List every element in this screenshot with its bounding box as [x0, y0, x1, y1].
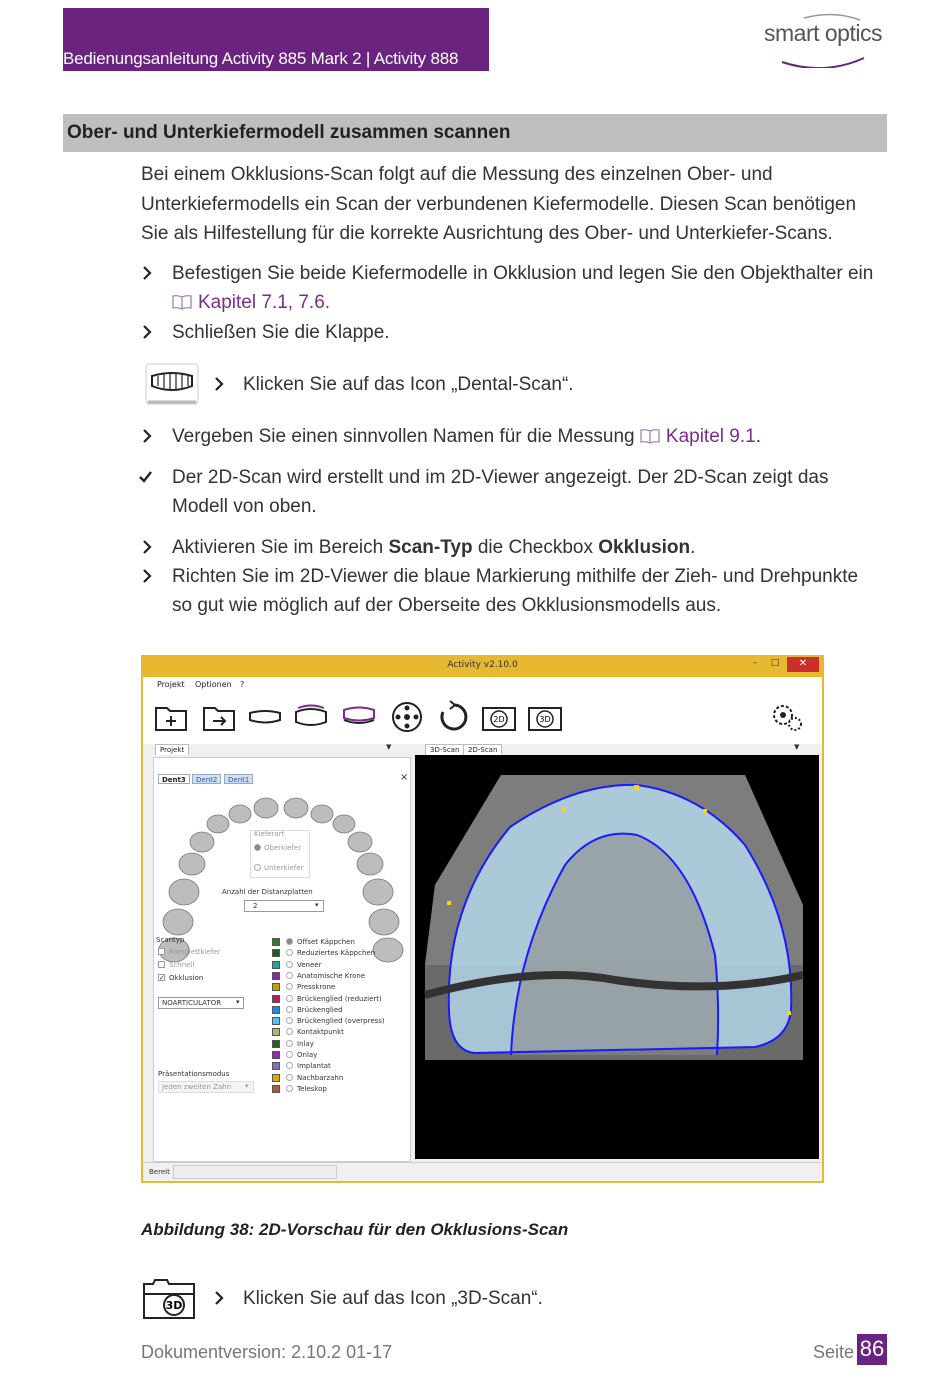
- jaw-scan-icon[interactable]: [247, 700, 283, 734]
- legend-radio[interactable]: [286, 995, 293, 1002]
- legend-radio[interactable]: [286, 938, 293, 945]
- legend-swatch: [272, 983, 280, 991]
- arrow-bullet-icon: [142, 325, 152, 339]
- status-text: Bereit: [149, 1168, 170, 1176]
- step-5-text: [172, 533, 695, 563]
- step-4-reference[interactable]: [640, 426, 756, 447]
- arrow-bullet-icon: [214, 377, 224, 391]
- step-7-text: Klicken Sie auf das Icon „3D-Scan“.: [243, 1288, 543, 1309]
- app-screenshot: [141, 655, 824, 1183]
- legend-radio[interactable]: [286, 1040, 293, 1047]
- checkbox-komplettkiefer[interactable]: [158, 948, 165, 955]
- step-2-text: Schließen Sie die Klappe.: [172, 322, 390, 343]
- figure-caption: Abbildung 38: 2D-Vorschau für den Okklusions-Scan: [141, 1220, 569, 1239]
- radio-oberkiefer[interactable]: [254, 844, 261, 851]
- logo-swoosh-icon: [764, 10, 888, 68]
- 3d-scan-icon: [141, 1276, 197, 1322]
- legend-label: Brückenglied (reduziert): [297, 994, 382, 1003]
- legend-swatch: [272, 1006, 280, 1014]
- legend-swatch: [272, 1062, 280, 1070]
- settings-gear-icon[interactable]: [769, 700, 805, 734]
- 2d-viewer[interactable]: [415, 755, 819, 1159]
- project-panel: [153, 757, 411, 1162]
- arrow-bullet-icon: [214, 1291, 224, 1305]
- arrow-bullet-icon: [142, 266, 152, 280]
- arrow-bullet-icon: [142, 429, 152, 443]
- legend-radio[interactable]: [286, 1017, 293, 1024]
- legend-label: Brückenglied (overpress): [297, 1017, 385, 1026]
- svg-text:3D: 3D: [539, 715, 551, 724]
- legend-radio[interactable]: [286, 949, 293, 956]
- arrow-bullet-icon: [142, 569, 152, 583]
- result-line-2: Modell von oben.: [172, 496, 317, 517]
- section-heading: [63, 114, 887, 152]
- legend-radio[interactable]: [286, 1085, 293, 1092]
- page-label: Seite: [813, 1342, 855, 1362]
- komplettkiefer-label: Komplettkiefer: [169, 948, 221, 956]
- page-number: 86: [859, 1336, 885, 1361]
- articulator-select[interactable]: [158, 997, 244, 1009]
- book-icon: [640, 428, 660, 444]
- document-version: Dokumentversion: 2.10.2 01-17: [141, 1342, 393, 1362]
- restoration-legend: [272, 938, 408, 1138]
- tab-dent3[interactable]: Dent3: [158, 774, 190, 784]
- legend-label: Offset Käppchen: [297, 938, 355, 946]
- dropdown-arrow-icon[interactable]: ▼: [794, 743, 800, 751]
- legend-swatch: [272, 1051, 280, 1059]
- legend-label: Inlay: [297, 1039, 314, 1048]
- window-titlebar: [143, 657, 822, 677]
- step-5-end: .: [690, 537, 696, 558]
- step-5-bold-scantyp: Scan-Typ: [388, 537, 473, 558]
- legend-label: Implantat: [297, 1062, 331, 1071]
- distanz-select[interactable]: [244, 900, 324, 912]
- intro-paragraph: Bei einem Okklusions-Scan folgt auf die Messung des einzelnen Ober- und Unterkiefermodells ein Scan der verbundenen Kiefermodelle. Diesen Scan benötigen Sie als Hilfestellung für die korrekte Ausrichtung des Ober- und Unterkiefer-Scans.: [141, 164, 857, 244]
- dental-scan-icon: [144, 362, 200, 408]
- legend-label: Kontaktpunkt: [297, 1028, 344, 1037]
- svg-text:3D: 3D: [165, 1299, 183, 1312]
- chevron-down-icon: ▾: [245, 1082, 249, 1090]
- legend-radio[interactable]: [286, 983, 293, 990]
- step-5-bold-okklusion: Okklusion: [598, 537, 691, 558]
- kieferart-label: Kieferart: [254, 830, 285, 838]
- step-3-text: Klicken Sie auf das Icon „Dental-Scan“.: [243, 374, 574, 395]
- dental-scan-toolbar-icon[interactable]: [293, 700, 329, 734]
- close-window-icon[interactable]: ✕: [787, 657, 819, 672]
- occlusion-scan-icon[interactable]: [341, 700, 377, 734]
- step-4-text: [172, 422, 761, 452]
- radio-unterkiefer[interactable]: [254, 864, 261, 871]
- legend-label: Onlay: [297, 1051, 318, 1059]
- step-4-reference-label: Kapitel 9.1: [665, 426, 756, 447]
- step-6-line-2: so gut wie möglich auf der Oberseite des Okklusionsmodells aus.: [172, 595, 722, 616]
- legend-label: Presskrone: [297, 983, 336, 992]
- maximize-icon[interactable]: □: [770, 658, 780, 668]
- legend-radio[interactable]: [286, 1006, 293, 1013]
- logo-text: smart optics: [764, 20, 882, 46]
- toolbar: [143, 692, 822, 744]
- checkbox-schnell[interactable]: [158, 961, 165, 968]
- checkbox-okklusion[interactable]: ✓: [159, 974, 165, 982]
- schnell-label: Schnell: [169, 961, 195, 969]
- 2d-scan-icon[interactable]: [481, 700, 517, 734]
- legend-swatch: [272, 961, 280, 969]
- menu-help[interactable]: ?: [240, 680, 245, 689]
- 3d-scan-toolbar-icon[interactable]: [527, 700, 563, 734]
- legend-radio[interactable]: [286, 961, 293, 968]
- step-1-reference-label: Kapitel 7.1, 7.6.: [198, 292, 331, 313]
- legend-swatch: [272, 1085, 280, 1093]
- svg-text:2D: 2D: [493, 715, 505, 724]
- unterkiefer-label: Unterkiefer: [264, 864, 304, 872]
- menu-projekt[interactable]: Projekt: [157, 680, 185, 689]
- legend-swatch: [272, 972, 280, 980]
- chevron-down-icon: ▾: [315, 901, 319, 909]
- header-title: Bedienungsanleitung Activity 885 Mark 2 | Activity 888: [63, 49, 459, 68]
- step-5-pre: Aktivieren Sie im Bereich: [172, 537, 389, 558]
- step-4-body: Vergeben Sie einen sinnvollen Namen für die Messung: [172, 426, 640, 447]
- articulator-value: NOARTICULATOR: [162, 999, 222, 1007]
- status-bar: [143, 1162, 822, 1181]
- legend-label: Brückenglied: [297, 1005, 343, 1014]
- book-icon: [172, 294, 192, 310]
- arrow-bullet-icon: [142, 540, 152, 554]
- dropdown-arrow-icon[interactable]: ▼: [386, 743, 392, 751]
- legend-label: Reduziertes Käppchen: [297, 949, 376, 958]
- step-6-line-1: Richten Sie im 2D-Viewer die blaue Markierung mithilfe der Zieh- und Drehpunkte: [172, 566, 859, 587]
- menu-bar: [143, 677, 822, 692]
- praesentation-value: Jeden zweiten Zahn: [162, 1083, 232, 1091]
- tab-2d-scan[interactable]: 2D-Scan: [463, 744, 502, 755]
- legend-radio[interactable]: [286, 972, 293, 979]
- legend-radio[interactable]: [286, 1062, 293, 1069]
- checkmark-icon: [138, 470, 153, 484]
- progress-bar: [173, 1165, 337, 1179]
- tab-3d-scan[interactable]: 3D-Scan: [425, 744, 464, 755]
- rotate-icon[interactable]: [435, 700, 471, 734]
- praesentation-select[interactable]: [158, 1081, 254, 1093]
- legend-swatch: [272, 995, 280, 1003]
- brand-logo: [764, 10, 888, 68]
- legend-swatch: [272, 938, 280, 946]
- legend-radio[interactable]: [286, 1074, 293, 1081]
- legend-swatch: [272, 1040, 280, 1048]
- step-5-mid: die Checkbox: [472, 537, 599, 558]
- section-title: Ober- und Unterkiefermodell zusammen scannen: [67, 122, 511, 143]
- legend-label: Nachbarzahn: [297, 1073, 344, 1082]
- open-project-icon[interactable]: [201, 700, 237, 734]
- distanz-value: 2: [253, 902, 258, 910]
- chevron-down-icon: ▾: [236, 998, 240, 1006]
- okklusion-label: Okklusion: [169, 974, 204, 982]
- praesentation-label: Präsentationsmodus: [158, 1070, 230, 1078]
- scantyp-label: Scantyp: [156, 936, 185, 944]
- result-line-1: Der 2D-Scan wird erstellt und im 2D-Viewer angezeigt. Der 2D-Scan zeigt das: [172, 467, 829, 488]
- distanz-label: Anzahl der Distanzplatten: [222, 888, 313, 896]
- legend-swatch: [272, 949, 280, 957]
- step-1-reference[interactable]: [172, 288, 330, 318]
- step-4-end: .: [755, 426, 761, 447]
- step-1-text: Befestigen Sie beide Kiefermodelle in Okklusion und legen Sie den Objekthalter ein: [172, 263, 874, 284]
- new-project-icon[interactable]: [153, 700, 189, 734]
- window-title: Activity v2.10.0: [447, 660, 518, 670]
- legend-label: Teleskop: [297, 1084, 327, 1093]
- close-panel-icon[interactable]: ×: [400, 772, 409, 783]
- page-number-box: [857, 1334, 887, 1365]
- multi-die-icon[interactable]: [389, 700, 425, 734]
- menu-optionen[interactable]: Optionen: [195, 680, 232, 689]
- legend-swatch: [272, 1074, 280, 1082]
- oberkiefer-label: Oberkiefer: [264, 844, 302, 852]
- legend-radio[interactable]: [286, 1028, 293, 1035]
- legend-label: Veneer: [297, 960, 322, 969]
- legend-swatch: [272, 1017, 280, 1025]
- tab-dent2[interactable]: Dent2: [192, 774, 221, 784]
- tab-projekt[interactable]: Projekt: [155, 744, 189, 755]
- legend-swatch: [272, 1028, 280, 1036]
- legend-label: Anatomische Krone: [297, 971, 366, 980]
- minimize-icon[interactable]: –: [752, 658, 758, 668]
- tab-dent1[interactable]: Dent1: [224, 774, 253, 784]
- occlusion-scan-image: [415, 755, 819, 1159]
- legend-radio[interactable]: [286, 1051, 293, 1058]
